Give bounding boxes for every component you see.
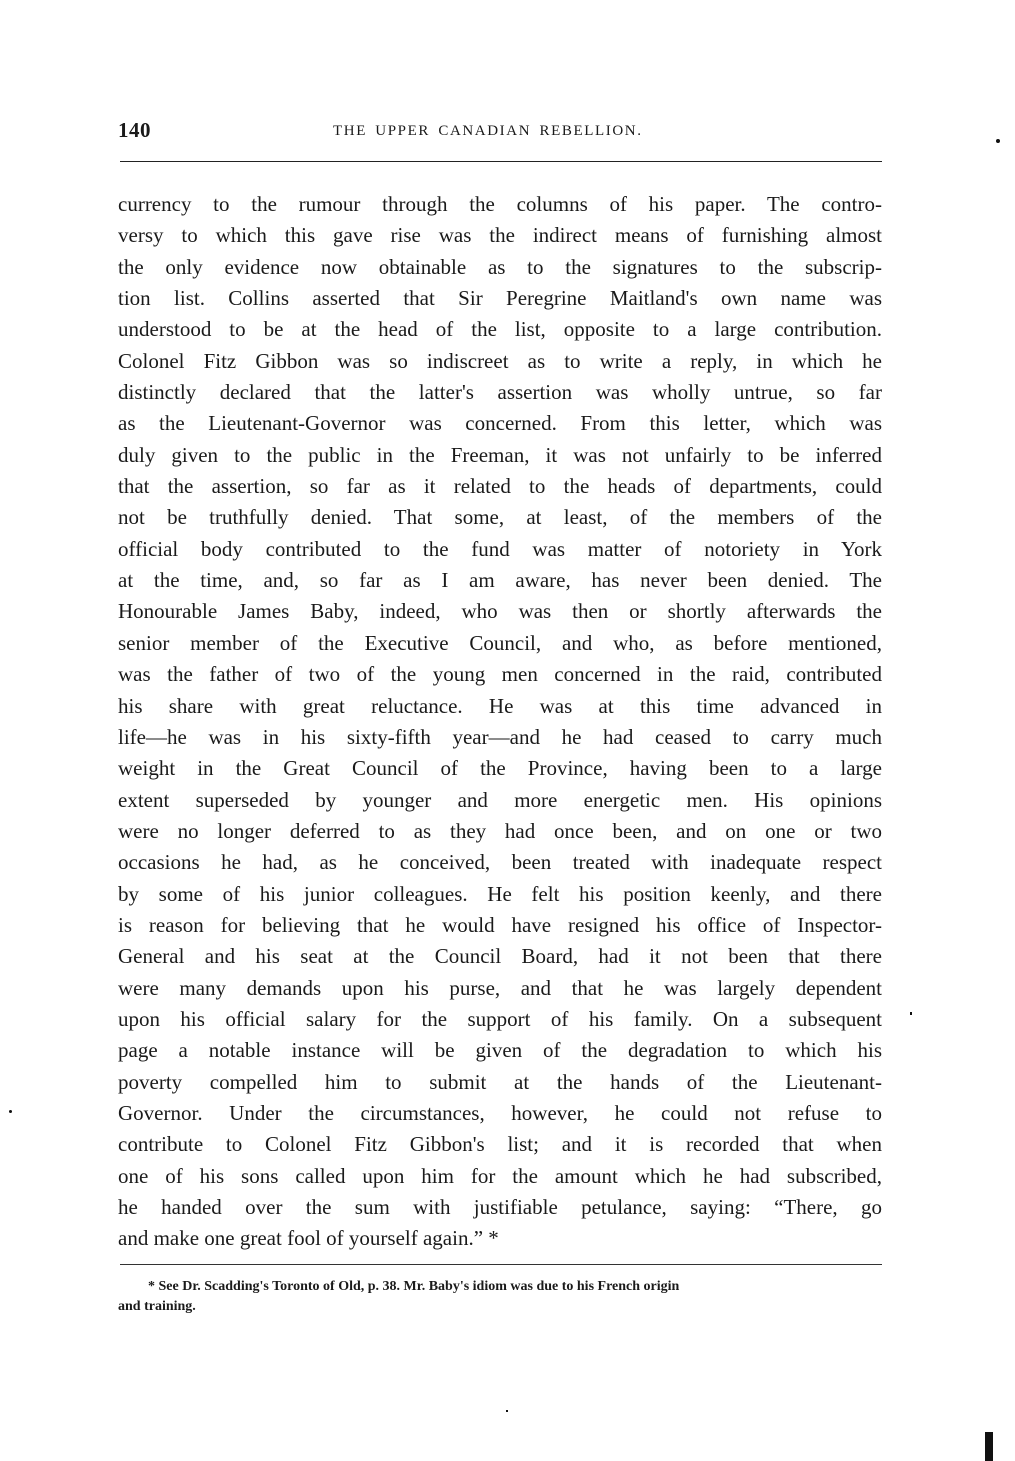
text-line: weight in the Great Council of the Province, having been to a large — [118, 756, 882, 781]
text-line: occasions he had, as he conceived, been treated with inadequate respect — [118, 850, 882, 875]
body-paragraph — [118, 189, 882, 1255]
scan-speck — [506, 1410, 508, 1412]
text-line: senior member of the Executive Council, and who, as before mentioned, — [118, 630, 882, 655]
scan-edge-mark — [985, 1432, 993, 1461]
header-rule — [120, 161, 882, 162]
text-line: official body contributed to the fund was matter of notoriety in York — [118, 536, 882, 561]
text-line: by some of his junior colleagues. He felt his position keenly, and there — [118, 881, 882, 906]
page-header — [118, 118, 884, 148]
scan-speck — [910, 1012, 912, 1015]
text-line: his share with great reluctance. He was at this time advanced in — [118, 693, 882, 718]
page-number: 140 — [118, 118, 151, 142]
text-line: poverty compelled him to submit at the hands of the Lieutenant- — [118, 1069, 882, 1094]
footnote-rule — [120, 1264, 882, 1265]
text-line: life—he was in his sixty-fifth year—and he had ceased to carry much — [118, 724, 882, 749]
text-line: Governor. Under the circumstances, however, he could not refuse to — [118, 1100, 882, 1125]
text-line: General and his seat at the Council Board, had it not been that there — [118, 944, 882, 969]
text-line: tion list. Collins asserted that Sir Peregrine Maitland's own name was — [118, 286, 882, 311]
text-line: were no longer deferred to as they had once been, and on one or two — [118, 818, 882, 843]
text-line: extent superseded by younger and more energetic men. His opinions — [118, 787, 882, 812]
scan-speck — [996, 139, 1000, 143]
text-line: is reason for believing that he would have resigned his office of Inspector- — [118, 912, 882, 937]
running-head: THE UPPER CANADIAN REBELLION. — [333, 123, 643, 139]
footnote — [118, 1277, 884, 1317]
text-line: page a notable instance will be given of the degradation to which his — [118, 1038, 882, 1063]
text-line: that the assertion, so far as it related to the heads of departments, could — [118, 474, 882, 499]
text-line: the only evidence now obtainable as to the signatures to the subscrip- — [118, 254, 882, 279]
text-line-last: and make one great fool of yourself again.” * — [118, 1226, 499, 1251]
text-line: Colonel Fitz Gibbon was so indiscreet as to write a reply, in which he — [118, 348, 882, 373]
footnote-line: and training. — [118, 1299, 196, 1314]
text-line: versy to which this gave rise was the indirect means of furnishing almost — [118, 223, 882, 248]
text-line: was the father of two of the young men concerned in the raid, contributed — [118, 662, 882, 687]
text-line: not be truthfully denied. That some, at least, of the members of the — [118, 505, 882, 530]
text-line: duly given to the public in the Freeman, it was not unfairly to be inferred — [118, 442, 882, 467]
text-line: one of his sons called upon him for the amount which he had subscribed, — [118, 1163, 882, 1188]
text-line: at the time, and, so far as I am aware, has never been denied. The — [118, 568, 882, 593]
text-line: were many demands upon his purse, and that he was largely dependent — [118, 975, 882, 1000]
text-line: upon his official salary for the support of his family. On a subsequent — [118, 1006, 882, 1031]
text-line: contribute to Colonel Fitz Gibbon's list; and it is recorded that when — [118, 1132, 882, 1157]
scan-speck — [9, 1110, 12, 1113]
text-line: Honourable James Baby, indeed, who was then or shortly afterwards the — [118, 599, 882, 624]
footnote-line: * See Dr. Scadding's Toronto of Old, p. 38. Mr. Baby's idiom was due to his French origin — [148, 1279, 680, 1294]
text-line: he handed over the sum with justifiable petulance, saying: “There, go — [118, 1195, 882, 1219]
text-line: currency to the rumour through the columns of his paper. The contro- — [118, 192, 882, 216]
text-line: understood to be at the head of the list, opposite to a large contribution. — [118, 317, 882, 342]
text-line: as the Lieutenant-Governor was concerned. From this letter, which was — [118, 411, 882, 436]
text-line: distinctly declared that the latter's assertion was wholly untrue, so far — [118, 380, 882, 405]
